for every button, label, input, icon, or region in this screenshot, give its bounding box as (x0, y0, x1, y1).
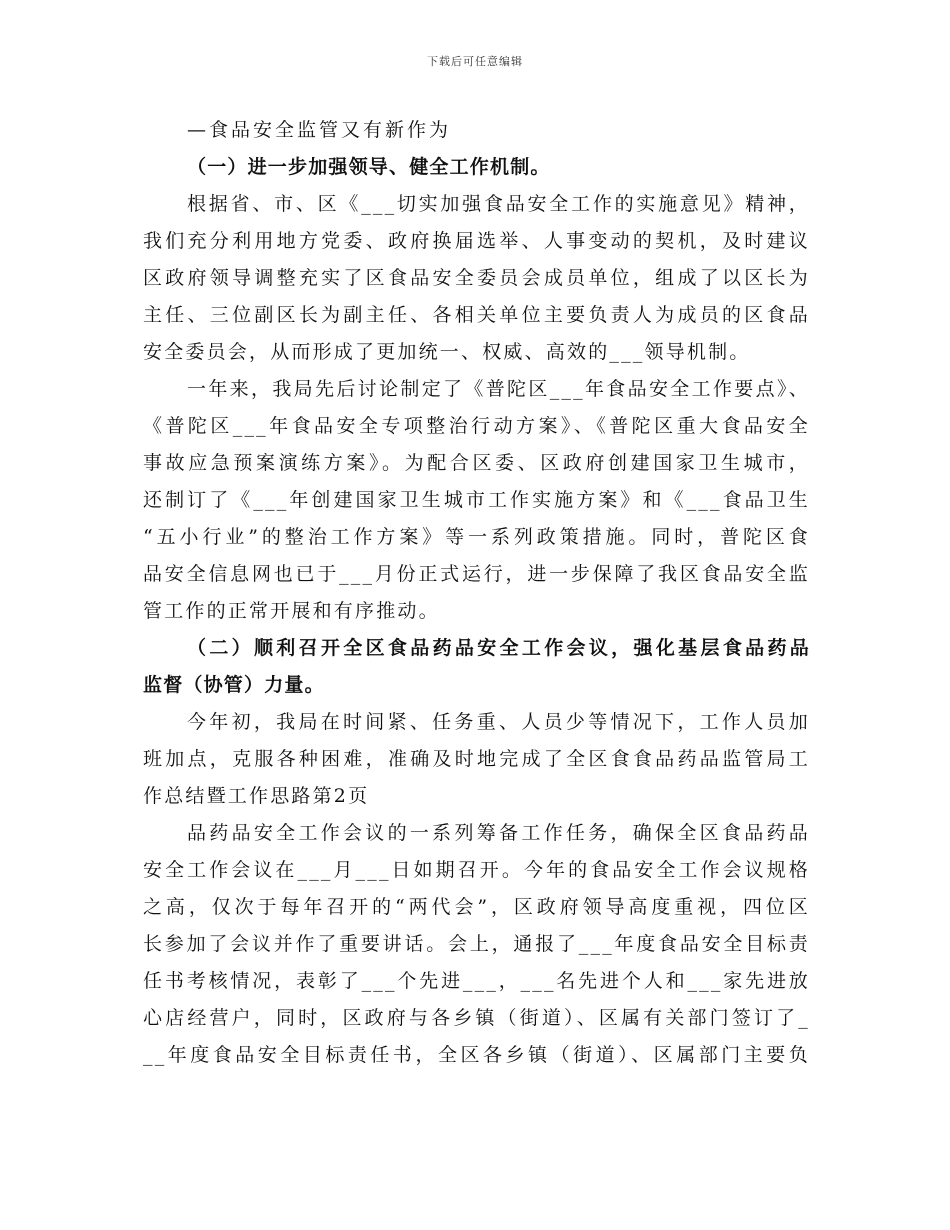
paragraph-line: 作总结暨工作思路第2页 (143, 785, 370, 807)
paragraph-line: 一年来，我局先后讨论制定了《普陀区___年食品安全工作要点》、 (187, 378, 810, 400)
paragraph-line: 品安全信息网也已于___月份正式运行，进一步保障了我区食品安全监 (143, 563, 810, 585)
paragraph-line: 今年初，我局在时间紧、任务重、人员少等情况下，工作人员加 (187, 711, 810, 733)
section-heading: —食品安全监管又有新作为 (187, 119, 452, 141)
paragraph-line: 《普陀区___年食品安全专项整治行动方案》、《普陀区重大食品安全 (143, 415, 810, 437)
paragraph-line: 区政府领导调整充实了区食品安全委员会成员单位，组成了以区长为 (143, 267, 810, 289)
paragraph-line: 根据省、市、区《___切实加强食品安全工作的实施意见》精神， (187, 193, 810, 215)
paragraph-line: 事故应急预案演练方案》。为配合区委、区政府创建国家卫生城市， (143, 452, 810, 474)
paragraph-line: “五小行业”的整治工作方案》等一系列政策措施。同时，普陀区食 (143, 526, 810, 548)
paragraph-line: 长参加了会议并作了重要讲话。会上，通报了___年度食品安全目标责 (143, 933, 810, 955)
paragraph-line: 之高，仅次于每年召开的“两代会”，区政府领导高度重视，四位区 (143, 896, 810, 918)
paragraph-line: 还制订了《___年创建国家卫生城市工作实施方案》和《___食品卫生 (143, 489, 810, 511)
paragraph-line: 班加点，克服各种困难，准确及时地完成了全区食食品药品监管局工 (143, 748, 810, 770)
paragraph-line: 品药品安全工作会议的一系列筹备工作任务，确保全区食品药品 (187, 822, 810, 844)
paragraph-line: __年度食品安全目标责任书，全区各乡镇（街道）、区属部门主要负 (143, 1044, 810, 1066)
subsection-heading-2-cont: 监督（协管）力量。 (143, 674, 325, 696)
paragraph-line: 心店经营户，同时，区政府与各乡镇（街道）、区属有关部门签订了_ (143, 1007, 810, 1029)
subsection-heading-1: （一）进一步加强领导、健全工作机制。 (187, 156, 551, 178)
page-header-note: 下载后可任意编辑 (427, 55, 523, 68)
paragraph-line: 我们充分利用地方党委、政府换届选举、人事变动的契机，及时建议 (143, 230, 810, 252)
paragraph-line: 任书考核情况，表彰了___个先进___，___名先进个人和___家先进放 (143, 970, 810, 992)
paragraph-line: 管工作的正常开展和有序推动。 (143, 600, 440, 622)
paragraph-line: 主任、三位副区长为副主任、各相关单位主要负责人为成员的区食品 (143, 304, 810, 326)
paragraph-line: 安全委员会，从而形成了更加统一、权威、高效的___领导机制。 (143, 341, 751, 363)
subsection-heading-2: （二）顺利召开全区食品药品安全工作会议，强化基层食品药品 (187, 637, 810, 659)
paragraph-line: 安全工作会议在___月___日如期召开。今年的食品安全工作会议规格 (143, 859, 810, 881)
document-body (143, 112, 810, 1074)
